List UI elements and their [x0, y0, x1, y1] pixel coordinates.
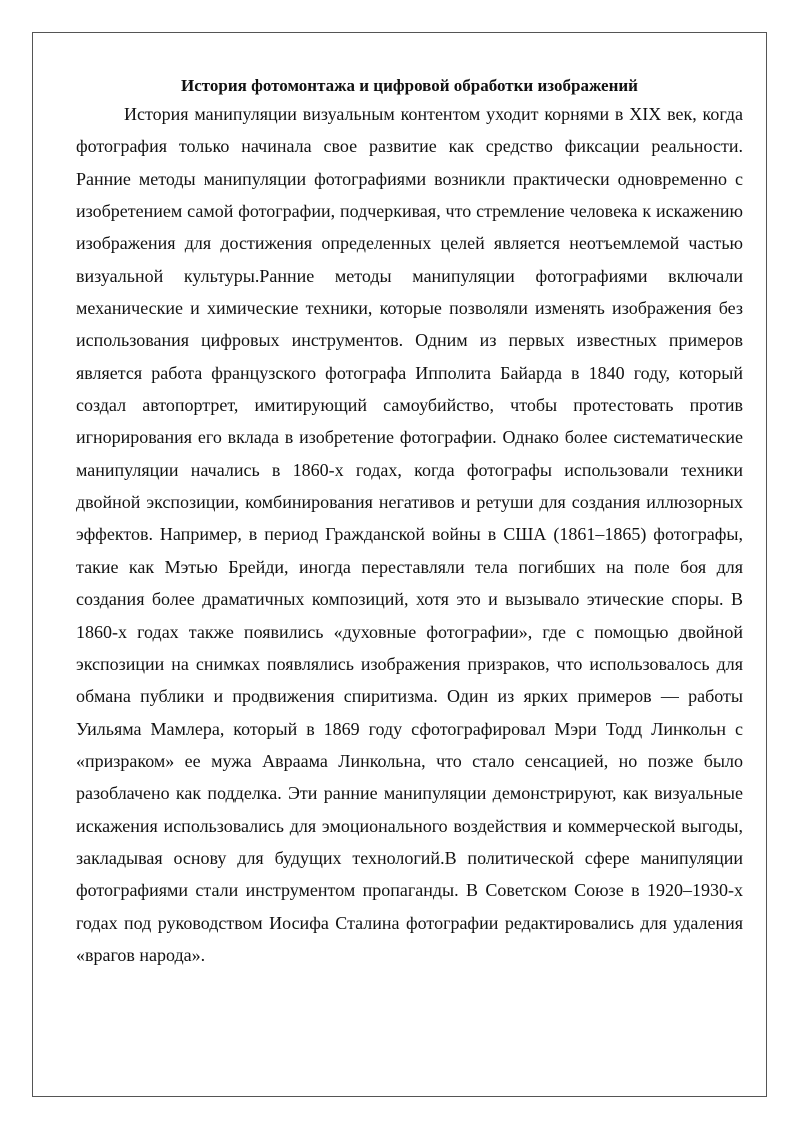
document-title: История фотомонтажа и цифровой обработки изображений [181, 76, 638, 95]
document-content [76, 74, 743, 971]
body-paragraph: История манипуляции визуальным контентом уходит корнями в XIX век, когда фотография только начинала свое развитие как средство фиксации реальности. Ранние методы манипуляции фотографиями возникли практически одновременно с изобретением самой фотографии, подчеркивая, что стремление человека к искажению изображения для достижения определенных целей является неотъемлемой частью визуальной культуры.Ранние методы манипуляции фотографиями включали механические и химические техники, которые позволяли изменять изображения без использования цифровых инструментов. Одним из первых известных примеров является работа французского фотографа Ипполита Байарда в 1840 году, который создал автопортрет, имитирующий самоубийство, чтобы протестовать против игнорирования его вклада в изобретение фотографии. Однако более систематические манипуляции начались в 1860-х годах, когда фотографы использовали техники двойной экспозиции, комбинирования негативов и ретуши для создания иллюзорных эффектов. Например, в период Гражданской войны в США (1861–1865) фотографы, такие как Мэтью Брейди, иногда переставляли тела погибших на поле боя для создания более драматичных композиций, хотя это и вызывало этические споры. В 1860-х годах также появились «духовные фотографии», где с помощью двойной экспозиции на снимках появлялись изображения призраков, что использовалось для обмана публики и продвижения спиритизма. Один из ярких примеров — работы Уильяма Мамлера, который в 1869 году сфотографировал Мэри Тодд Линкольн с «призраком» ее мужа Авраама Линкольна, что стало сенсацией, но позже было разоблачено как подделка. Эти ранние манипуляции демонстрируют, как визуальные искажения использовались для эмоционального воздействия и коммерческой выгоды, закладывая основу для будущих технологий.В политической сфере манипуляции фотографиями стали инструментом пропаганды. В Советском Союзе в 1920–1930-х годах под руководством Иосифа Сталина фотографии редактировались для удаления «врагов народа». [76, 104, 743, 965]
